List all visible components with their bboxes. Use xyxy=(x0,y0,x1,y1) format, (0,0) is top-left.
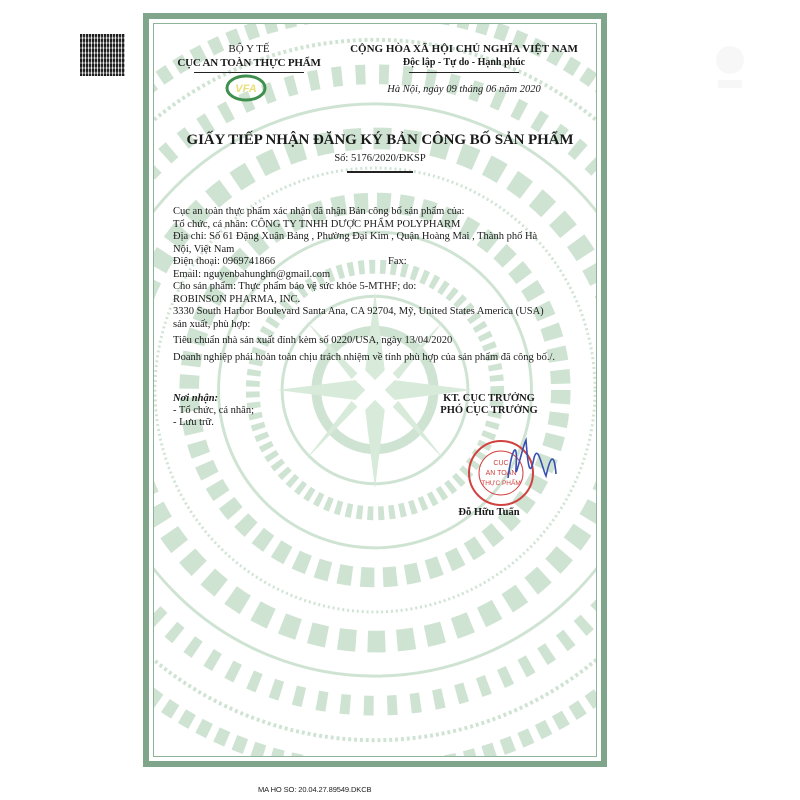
fax-text: Fax: xyxy=(388,256,407,267)
address-line-2: Nội, Việt Nam xyxy=(173,243,235,255)
address-line-1: Địa chỉ: Số 61 Đặng Xuân Bảng , Phường Đại Kim , Quận Hoàng Mai , Thành phố Hà xyxy=(173,231,538,242)
svg-text:AN TOÀN: AN TOÀN xyxy=(485,470,517,477)
document-body xyxy=(173,206,597,364)
watermark-icon xyxy=(690,30,770,110)
title-rule xyxy=(347,171,413,173)
recipient-item: - Tổ chức, cá nhân; xyxy=(173,405,255,416)
svg-text:CỤC: CỤC xyxy=(493,460,509,467)
nation-name: CỘNG HÒA XÃ HỘI CHỦ NGHĨA VIỆT NAM xyxy=(350,43,578,55)
contact-row xyxy=(173,256,597,269)
signer-title-line-2: PHÓ CỤC TRƯỞNG xyxy=(440,405,538,416)
organization-text: Tổ chức, cá nhân: CÔNG TY TNHH DƯỢC PHẨM POLYPHARM xyxy=(173,218,461,230)
ministry-name: BỘ Y TẾ xyxy=(228,43,270,55)
header-left-rule xyxy=(194,72,304,73)
recipients-heading: Nơi nhận: xyxy=(173,393,219,404)
place-and-date: Hà Nội, ngày 09 tháng 06 năm 2020 xyxy=(387,84,541,95)
svg-text:THỰC PHẨM: THỰC PHẨM xyxy=(481,480,521,487)
intro-text: Cục an toàn thực phẩm xác nhận đã nhận Bản công bố sản phẩm của: xyxy=(173,206,465,217)
signer-title-line-1: KT. CỤC TRƯỞNG xyxy=(443,393,535,404)
signer-title-block xyxy=(414,393,564,417)
certificate-inner-border xyxy=(153,23,597,757)
department-name: CỤC AN TOÀN THỰC PHẨM xyxy=(177,57,321,69)
standard-text: Tiêu chuẩn nhà sản xuất đính kèm số 0220/USA, ngày 13/04/2020 xyxy=(173,335,453,346)
email-text: Email: nguyenbahunghn@gmail.com xyxy=(173,268,331,280)
signer-name: Đỗ Hữu Tuấn xyxy=(458,507,520,518)
conformity-text: sản xuất, phù hợp: xyxy=(173,318,251,330)
issuing-authority xyxy=(164,42,334,73)
handwritten-signature-icon xyxy=(502,428,562,488)
dossier-code: MA HO SO: 20.04.27.89549.DKCB xyxy=(258,785,372,794)
product-text: Cho sản phẩm: Thực phẩm bảo vệ sức khỏe 5-MTHF; do: xyxy=(173,281,417,292)
certificate-frame xyxy=(143,13,607,767)
qr-code-icon xyxy=(80,34,125,76)
header-right-rule xyxy=(409,72,519,73)
document-title: GIẤY TIẾP NHẬN ĐĂNG KÝ BẢN CÔNG BỐ SẢN PHẨM xyxy=(186,132,574,148)
phone-text: Điện thoại: 0969741866 xyxy=(173,256,276,267)
svg-text:VFA: VFA xyxy=(235,83,257,95)
document-number: Số: 5176/2020/ĐKSP xyxy=(334,153,426,164)
recipient-item: - Lưu trữ. xyxy=(173,417,214,428)
national-motto: Độc lập - Tự do - Hạnh phúc xyxy=(402,57,526,68)
national-heading xyxy=(329,42,597,97)
manufacturer-address: 3330 South Harbor Boulevard Santa Ana, CA 92704, Mỹ, United States America (USA) xyxy=(173,306,544,317)
manufacturer-name: ROBINSON PHARMA, INC. xyxy=(173,293,301,305)
responsibility-text: Doanh nghiệp phải hoàn toàn chịu trách nhiệm về tính phù hợp của sản phẩm đã công bố./. xyxy=(173,351,555,363)
recipients-block xyxy=(173,393,254,429)
vfa-logo-icon xyxy=(224,74,268,102)
